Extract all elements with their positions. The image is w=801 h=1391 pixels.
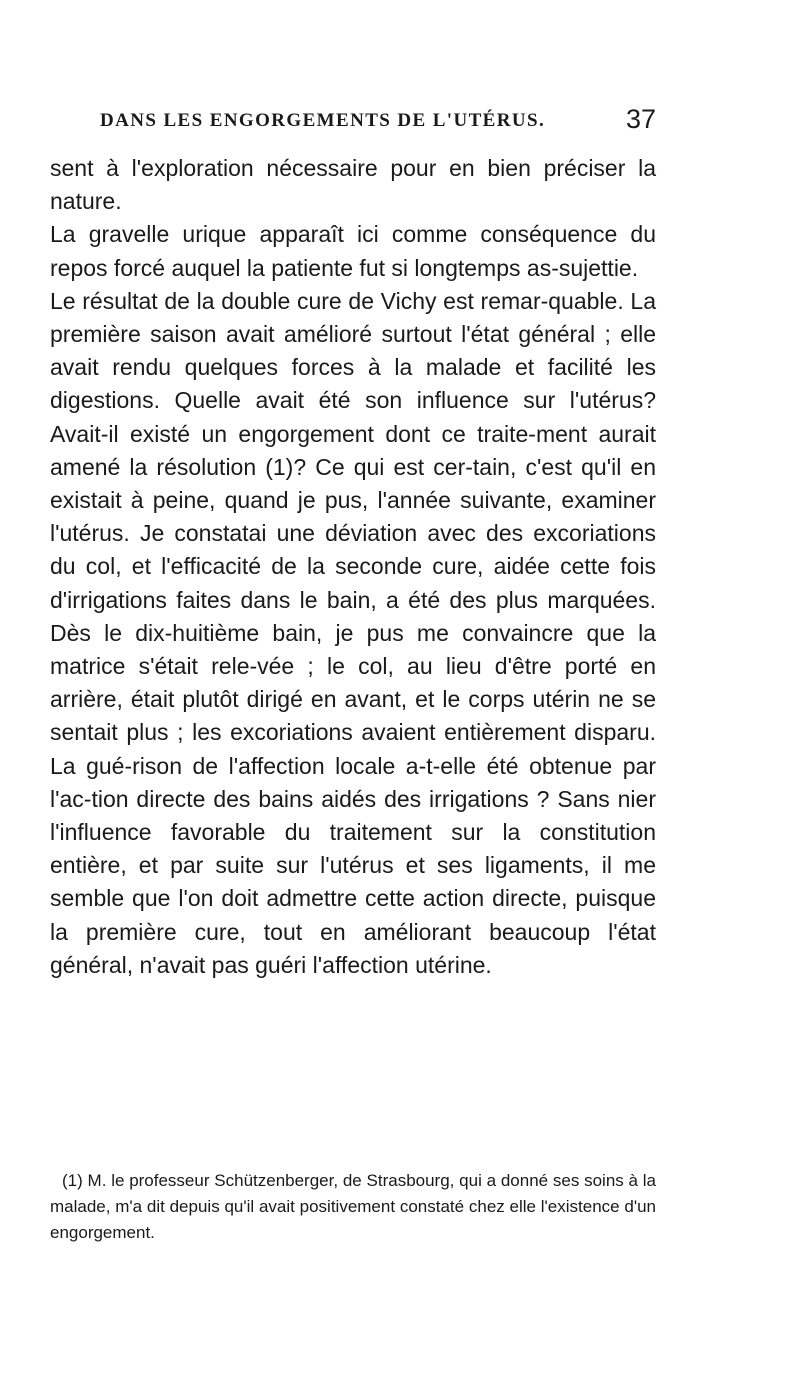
body-text bbox=[50, 152, 656, 982]
paragraph-vichy-cure: Le résultat de la double cure de Vichy est remar-quable. La première saison avait amélioré surtout l'état général ; elle avait rendu quelques forces à la malade et facilité les digestions. Quelle avait été son influence sur l'utérus? Avait-il existé un engorgement dont ce traite-ment aurait amené la résolution (1)? Ce qui est cer-tain, c'est qu'il en existait à peine, quand je pus, l'année suivante, examiner l'utérus. Je constatai une déviation avec des excoriations du col, et l'efficacité de la seconde cure, aidée cette fois d'irrigations faites dans le bain, a été des plus marquées. Dès le dix-huitième bain, je pus me convaincre que la matrice s'était rele-vée ; le col, au lieu d'être porté en arrière, était plutôt dirigé en avant, et le corps utérin ne se sentait plus ; les excoriations avaient entièrement disparu. La gué-rison de l'affection locale a-t-elle été obtenue par l'ac-tion directe des bains aidés des irrigations ? Sans nier l'influence favorable du traitement sur la constitution entière, et par suite sur l'utérus et ses ligaments, il me semble que l'on doit admettre cette action directe, puisque la première cure, tout en améliorant beaucoup l'état général, n'avait pas guéri l'affection utérine. bbox=[50, 287, 656, 978]
paragraph-continuation: sent à l'exploration nécessaire pour en bien préciser la nature. bbox=[50, 155, 656, 215]
footnote bbox=[50, 1168, 656, 1246]
paragraph-gravelle: La gravelle urique apparaît ici comme conséquence du repos forcé auquel la patiente fut si longtemps as-sujettie. bbox=[50, 221, 656, 281]
footnote-text: (1) M. le professeur Schützenberger, de Strasbourg, qui a donné ses soins à la malade, m'a dit depuis qu'il avait positivement constaté chez elle l'existence d'un engorgement. bbox=[50, 1171, 656, 1242]
page-header bbox=[100, 104, 656, 144]
running-title: DANS LES ENGORGEMENTS DE L'UTÉRUS. bbox=[100, 110, 546, 131]
page-number: 37 bbox=[625, 104, 656, 134]
